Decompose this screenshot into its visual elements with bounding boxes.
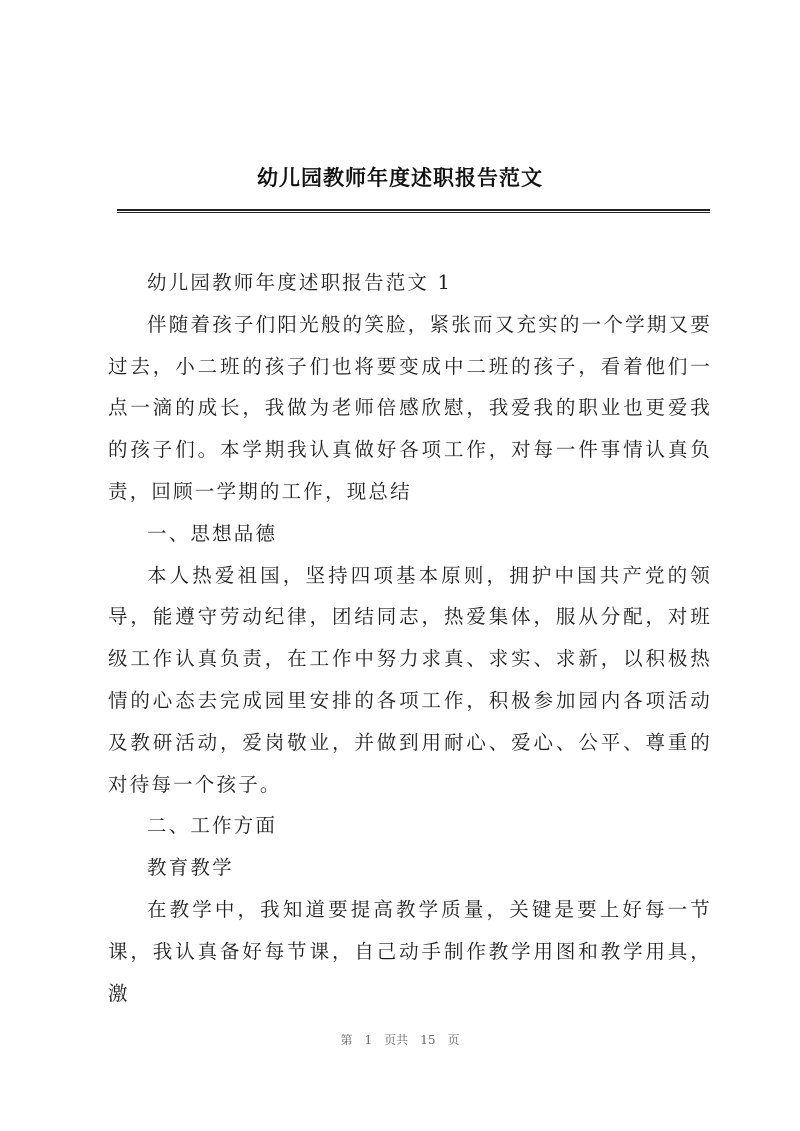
footer-middle: 页共 (384, 1033, 409, 1047)
section-heading: 幼儿园教师年度述职报告范文 1 (147, 271, 453, 294)
footer-suffix: 页 (447, 1033, 460, 1047)
current-page-number: 1 (364, 1033, 373, 1047)
section-heading: 二、工作方面 (147, 814, 278, 838)
section-heading: 一、思想品德 (147, 521, 278, 545)
total-page-count: 15 (420, 1033, 436, 1047)
body-paragraph: 在教学中，我知道要提高教学质量，关键是要上好每一节课，我认真备好每节课，自己动手制作教学用图和教学用具，激 (108, 897, 712, 1005)
document-body (108, 262, 712, 1014)
body-paragraph: 伴随着孩子们阳光般的笑脸，紧张而又充实的一个学期又要过去，小二班的孩子们也将要变成中二班的孩子，看着他们一点一滴的成长，我做为老师倍感欣慰，我爱我的职业也更爱我的孩子们。本学期我认真做好各项工作，对每一件事情认真负责，回顾一学期的工作，现总结 (108, 312, 712, 503)
page-footer (0, 1031, 800, 1048)
subsection-heading: 教育教学 (147, 856, 234, 880)
document-title: 幼儿园教师年度述职报告范文 (257, 165, 543, 190)
body-paragraph: 本人热爱祖国，坚持四项基本原则，拥护中国共产党的领导，能遵守劳动纪律，团结同志，热爱集体，服从分配，对班级工作认真负责，在工作中努力求真、求实、求新，以积极热情的心态去完成园里安排的各项工作，积极参加园内各项活动及教研活动，爱岗敬业，并做到用耐心、爱心、公平、尊重的对待每一个孩子。 (108, 563, 712, 796)
title-divider (117, 209, 710, 213)
footer-prefix: 第 (340, 1033, 353, 1047)
